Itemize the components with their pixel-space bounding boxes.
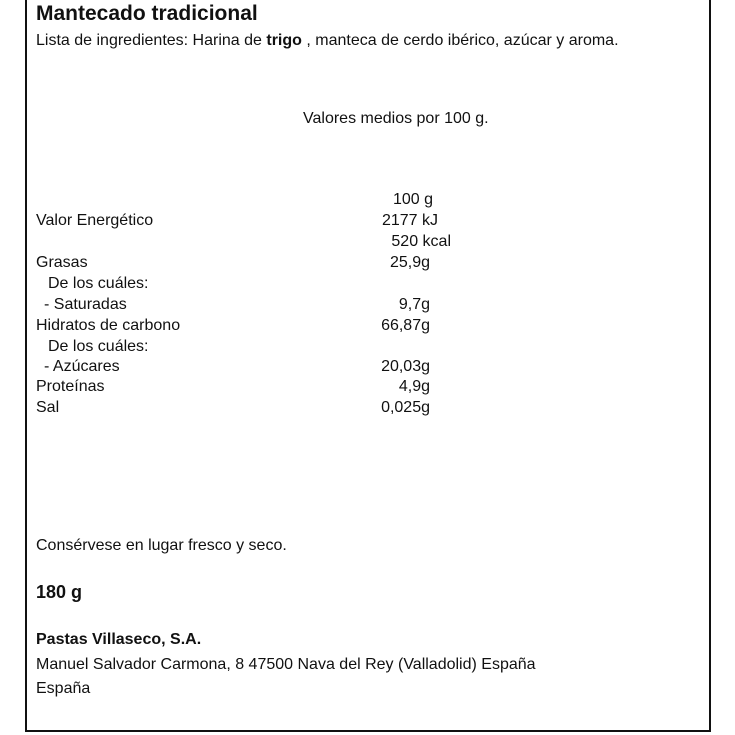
nutrition-value-energy-kj: 2177 kJ <box>381 212 438 229</box>
nutrition-value-energy-kcal: 520 kcal <box>391 233 451 250</box>
nutrition-label-fat: Grasas <box>36 254 88 271</box>
ingredients-list <box>36 32 619 50</box>
nutrition-value-saturates: 9,7g <box>398 296 430 313</box>
nutrition-value-carbohydrates: 66,87g <box>381 317 430 334</box>
product-title: Mantecado tradicional <box>36 2 258 25</box>
nutrition-label-saturates: - Saturadas <box>44 296 127 313</box>
ingredients-suffix: , manteca de cerdo ibérico, azúcar y aroma. <box>301 32 619 49</box>
net-weight: 180 g <box>36 582 83 602</box>
nutrition-column-header: 100 g <box>392 191 433 208</box>
nutrition-label-sugars: - Azúcares <box>44 358 120 375</box>
nutrition-label-salt: Sal <box>36 399 60 416</box>
ingredients-prefix: Lista de ingredientes: Harina de <box>36 32 267 49</box>
ingredients-allergen: trigo <box>266 32 302 49</box>
company-country: España <box>36 680 91 697</box>
storage-instructions: Consérvese en lugar fresco y seco. <box>36 537 287 554</box>
nutrition-label-fat-of-which: De los cuáles: <box>48 275 149 292</box>
nutrition-label-protein: Proteínas <box>36 378 105 395</box>
nutrition-value-sugars: 20,03g <box>381 358 430 375</box>
nutrition-subtitle: Valores medios por 100 g. <box>303 110 489 127</box>
nutrition-value-fat: 25,9g <box>389 254 430 271</box>
nutrition-value-protein: 4,9g <box>398 378 430 395</box>
nutrition-label-energy: Valor Energético <box>36 212 154 229</box>
nutrition-label-carbohydrates: Hidratos de carbono <box>36 317 181 334</box>
company-name: Pastas Villaseco, S.A. <box>36 631 202 648</box>
company-address: Manuel Salvador Carmona, 8 47500 Nava del Rey (Valladolid) España <box>36 656 536 673</box>
nutrition-value-salt: 0,025g <box>381 399 430 416</box>
nutrition-label-carbs-of-which: De los cuáles: <box>48 338 149 355</box>
